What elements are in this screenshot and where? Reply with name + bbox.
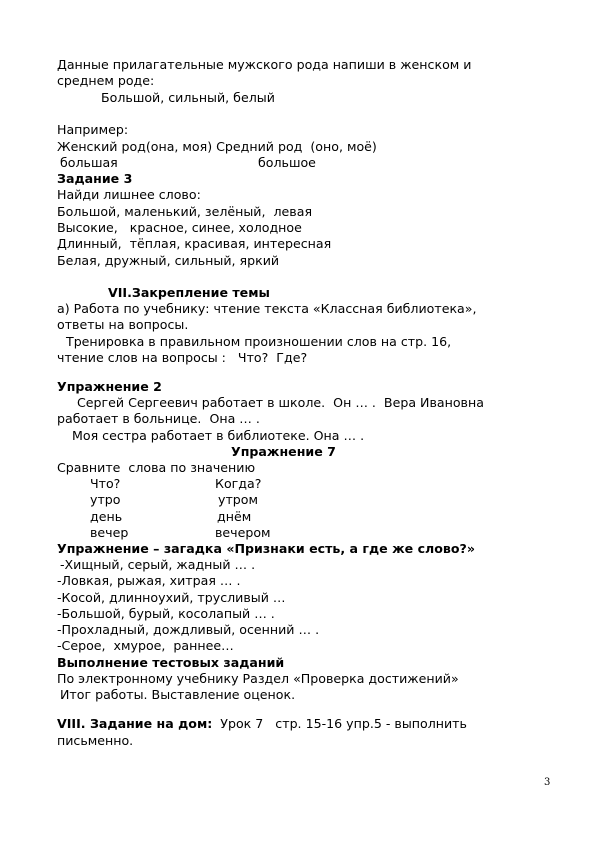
ex7-col2-cell: днём xyxy=(217,509,252,524)
ex2-line-2: работает в больнице. Она … . xyxy=(57,411,260,426)
example-neuter: большое xyxy=(258,155,316,170)
ex2-line-1: Сергей Сергеевич работает в школе. Он … . Вера Ивановна xyxy=(77,395,484,410)
section7-a-line-1: а) Работа по учебнику: чтение текста «Классная библиотека», xyxy=(57,301,477,316)
example-header: Женский род(она, моя) Средний род (оно, моё) xyxy=(57,139,377,154)
riddle-row: -Серое, хмурое, раннее… xyxy=(57,638,234,653)
intro-words: Большой, сильный, белый xyxy=(101,90,275,105)
example-label: Например: xyxy=(57,122,129,137)
ex7-col2-cell: Когда? xyxy=(215,476,262,491)
section7-training-line-1: Тренировка в правильном произношении слов на стр. 16, xyxy=(66,334,452,349)
riddle-title: Упражнение – загадка «Признаки есть, а где же слово?» xyxy=(57,541,475,556)
riddle-row: -Хищный, серый, жадный … . xyxy=(60,557,256,572)
task3-row: Большой, маленький, зелёный, левая xyxy=(57,204,313,219)
ex7-col2-cell: вечером xyxy=(215,525,271,540)
homework-line-2: письменно. xyxy=(57,733,134,748)
task3-instruction: Найди лишнее слово: xyxy=(57,187,201,202)
riddle-row: -Большой, бурый, косолапый … . xyxy=(57,606,275,621)
ex7-col2-cell: утром xyxy=(218,492,258,507)
intro-line-2: среднем роде: xyxy=(57,73,155,88)
homework-line-1 xyxy=(57,716,467,732)
tests-line-1: По электронному учебнику Раздел «Проверка достижений» xyxy=(57,671,459,686)
tests-line-2: Итог работы. Выставление оценок. xyxy=(60,687,296,702)
page-number: 3 xyxy=(544,777,551,788)
tests-title: Выполнение тестовых заданий xyxy=(57,655,285,670)
task3-row: Белая, дружный, сильный, яркий xyxy=(57,253,280,268)
section7-a-line-2: ответы на вопросы. xyxy=(57,317,189,332)
ex7-col1-cell: Что? xyxy=(90,476,121,491)
section7-training-line-2: чтение слов на вопросы : Что? Где? xyxy=(57,350,308,365)
task3-row: Высокие, красное, синее, холодное xyxy=(57,220,302,235)
intro-line-1: Данные прилагательные мужского рода напиши в женском и xyxy=(57,57,472,72)
riddle-row: -Косой, длинноухий, трусливый … xyxy=(57,590,286,605)
homework-text: Урок 7 стр. 15-16 упр.5 - выполнить xyxy=(220,716,467,731)
example-feminine: большая xyxy=(60,155,118,170)
ex2-title: Упражнение 2 xyxy=(57,379,162,394)
ex7-col1-cell: вечер xyxy=(90,525,129,540)
task3-title: Задание 3 xyxy=(57,171,133,186)
ex7-col1-cell: утро xyxy=(90,492,121,507)
riddle-row: -Прохладный, дождливый, осенний … . xyxy=(57,622,320,637)
ex7-title: Упражнение 7 xyxy=(231,444,336,459)
section7-title: VII.Закрепление темы xyxy=(108,285,270,300)
task3-row: Длинный, тёплая, красивая, интересная xyxy=(57,236,332,251)
ex2-line-3: Моя сестра работает в библиотеке. Она … . xyxy=(72,428,365,443)
ex7-instruction: Сравните слова по значению xyxy=(57,460,256,475)
ex7-col1-cell: день xyxy=(90,509,123,524)
riddle-row: -Ловкая, рыжая, хитрая … . xyxy=(57,573,241,588)
homework-title: VIII. Задание на дом: xyxy=(57,716,213,731)
